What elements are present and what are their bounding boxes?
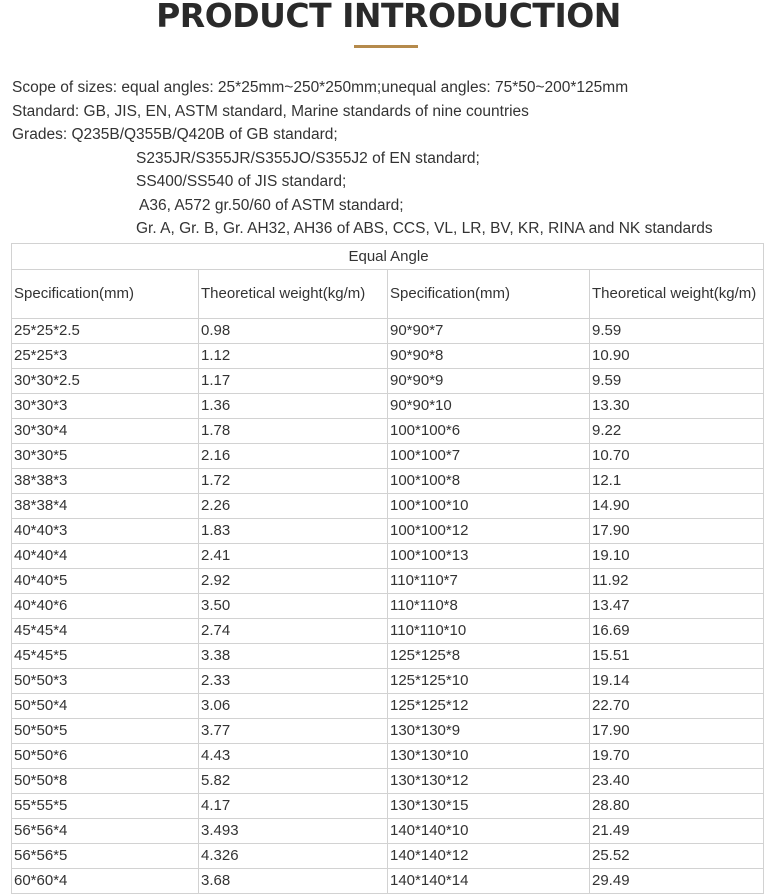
table-row <box>12 794 764 819</box>
table-cell: 50*50*6 <box>12 744 199 769</box>
table-cell: 50*50*5 <box>12 719 199 744</box>
table-cell: 100*100*6 <box>388 419 590 444</box>
column-header: Specification(mm) <box>12 270 199 319</box>
table-cell: 1.12 <box>199 344 388 369</box>
table-cell: 38*38*3 <box>12 469 199 494</box>
table-cell: 110*110*10 <box>388 619 590 644</box>
table-cell: 22.70 <box>590 694 764 719</box>
table-cell: 40*40*4 <box>12 544 199 569</box>
table-cell: 45*45*4 <box>12 619 199 644</box>
table-cell: 23.40 <box>590 769 764 794</box>
table-row <box>12 494 764 519</box>
table-cell: 40*40*6 <box>12 594 199 619</box>
table-cell: 30*30*4 <box>12 419 199 444</box>
table-cell: 55*55*5 <box>12 794 199 819</box>
table-cell: 125*125*8 <box>388 644 590 669</box>
table-cell: 2.16 <box>199 444 388 469</box>
table-cell: 10.90 <box>590 344 764 369</box>
table-cell: 130*130*9 <box>388 719 590 744</box>
table-row <box>12 569 764 594</box>
standard-line: Standard: GB, JIS, EN, ASTM standard, Marine standards of nine countries <box>12 102 529 120</box>
table-cell: 130*130*12 <box>388 769 590 794</box>
table-cell: 40*40*3 <box>12 519 199 544</box>
table-cell: 13.30 <box>590 394 764 419</box>
table-cell: 17.90 <box>590 519 764 544</box>
table-cell: 13.47 <box>590 594 764 619</box>
column-header: Theoretical weight(kg/m) <box>590 270 764 319</box>
table-cell: 9.59 <box>590 319 764 344</box>
table-row <box>12 469 764 494</box>
table-cell: 4.43 <box>199 744 388 769</box>
equal-angle-table <box>11 243 764 894</box>
grades-marine: Gr. A, Gr. B, Gr. AH32, AH36 of ABS, CCS, VL, LR, BV, KR, RINA and NK standards <box>136 220 713 237</box>
table-cell: 19.10 <box>590 544 764 569</box>
table-cell: 30*30*5 <box>12 444 199 469</box>
table-cell: 16.69 <box>590 619 764 644</box>
table-cell: 40*40*5 <box>12 569 199 594</box>
table-row <box>12 744 764 769</box>
table-row <box>12 444 764 469</box>
table-cell: 100*100*7 <box>388 444 590 469</box>
table-cell: 30*30*3 <box>12 394 199 419</box>
table-cell: 90*90*7 <box>388 319 590 344</box>
table-cell: 0.98 <box>199 319 388 344</box>
table-cell: 25.52 <box>590 844 764 869</box>
table-cell: 1.17 <box>199 369 388 394</box>
table-cell: 125*125*10 <box>388 669 590 694</box>
table-cell: 4.326 <box>199 844 388 869</box>
table-cell: 140*140*12 <box>388 844 590 869</box>
table-row <box>12 519 764 544</box>
table-cell: 50*50*3 <box>12 669 199 694</box>
table-cell: 90*90*8 <box>388 344 590 369</box>
grades-en: S235JR/S355JR/S355JO/S355J2 of EN standard; <box>136 149 480 167</box>
table-cell: 10.70 <box>590 444 764 469</box>
intro-text <box>12 76 772 241</box>
table-cell: 3.38 <box>199 644 388 669</box>
table-row <box>12 594 764 619</box>
table-cell: 45*45*5 <box>12 644 199 669</box>
table-cell: 140*140*14 <box>388 869 590 894</box>
scope-of-sizes: Scope of sizes: equal angles: 25*25mm~250*250mm;unequal angles: 75*50~200*125mm <box>12 79 629 96</box>
table-cell: 3.77 <box>199 719 388 744</box>
table-cell: 4.17 <box>199 794 388 819</box>
grades-jis: SS400/SS540 of JIS standard; <box>136 173 347 190</box>
grades-astm: A36, A572 gr.50/60 of ASTM standard; <box>139 196 404 214</box>
table-cell: 38*38*4 <box>12 494 199 519</box>
table-cell: 90*90*9 <box>388 369 590 394</box>
table-row <box>12 394 764 419</box>
table-cell: 2.74 <box>199 619 388 644</box>
table-row <box>12 619 764 644</box>
table-row <box>12 369 764 394</box>
table-cell: 60*60*4 <box>12 869 199 894</box>
table-row <box>12 544 764 569</box>
table-cell: 19.70 <box>590 744 764 769</box>
table-cell: 1.36 <box>199 394 388 419</box>
column-header: Theoretical weight(kg/m) <box>199 270 388 319</box>
table-row <box>12 319 764 344</box>
table-cell: 29.49 <box>590 869 764 894</box>
table-cell: 1.72 <box>199 469 388 494</box>
table-row <box>12 694 764 719</box>
table-cell: 12.1 <box>590 469 764 494</box>
table-cell: 2.41 <box>199 544 388 569</box>
table-cell: 11.92 <box>590 569 764 594</box>
table-cell: 90*90*10 <box>388 394 590 419</box>
table-row <box>12 819 764 844</box>
table-cell: 100*100*8 <box>388 469 590 494</box>
table-cell: 100*100*10 <box>388 494 590 519</box>
table-row <box>12 644 764 669</box>
table-cell: 110*110*8 <box>388 594 590 619</box>
table-cell: 3.493 <box>199 819 388 844</box>
table-cell: 21.49 <box>590 819 764 844</box>
table-cell: 1.83 <box>199 519 388 544</box>
column-header: Specification(mm) <box>388 270 590 319</box>
table-cell: 100*100*13 <box>388 544 590 569</box>
table-cell: 56*56*4 <box>12 819 199 844</box>
table-cell: 14.90 <box>590 494 764 519</box>
table-cell: 2.33 <box>199 669 388 694</box>
table-cell: 25*25*2.5 <box>12 319 199 344</box>
table-cell: 30*30*2.5 <box>12 369 199 394</box>
table-caption: Equal Angle <box>12 244 764 270</box>
page-title: PRODUCT INTRODUCTION <box>156 0 621 35</box>
table-row <box>12 844 764 869</box>
table-row <box>12 419 764 444</box>
table-row <box>12 719 764 744</box>
table-row <box>12 869 764 894</box>
table-cell: 25*25*3 <box>12 344 199 369</box>
table-cell: 130*130*10 <box>388 744 590 769</box>
table-cell: 28.80 <box>590 794 764 819</box>
table-cell: 3.06 <box>199 694 388 719</box>
table-row <box>12 669 764 694</box>
table-cell: 17.90 <box>590 719 764 744</box>
grades-gb: Grades: Q235B/Q355B/Q420B of GB standard; <box>12 126 338 143</box>
table-cell: 2.92 <box>199 569 388 594</box>
table-cell: 19.14 <box>590 669 764 694</box>
table-cell: 100*100*12 <box>388 519 590 544</box>
table-cell: 50*50*4 <box>12 694 199 719</box>
table-cell: 56*56*5 <box>12 844 199 869</box>
table-cell: 9.22 <box>590 419 764 444</box>
table-cell: 140*140*10 <box>388 819 590 844</box>
table-cell: 9.59 <box>590 369 764 394</box>
table-cell: 1.78 <box>199 419 388 444</box>
table-cell: 3.68 <box>199 869 388 894</box>
table-cell: 3.50 <box>199 594 388 619</box>
table-cell: 5.82 <box>199 769 388 794</box>
table-cell: 130*130*15 <box>388 794 590 819</box>
table-cell: 2.26 <box>199 494 388 519</box>
table-cell: 15.51 <box>590 644 764 669</box>
table-cell: 50*50*8 <box>12 769 199 794</box>
table-cell: 110*110*7 <box>388 569 590 594</box>
table-cell: 125*125*12 <box>388 694 590 719</box>
title-underline <box>354 45 418 48</box>
table-row <box>12 344 764 369</box>
table-row <box>12 769 764 794</box>
